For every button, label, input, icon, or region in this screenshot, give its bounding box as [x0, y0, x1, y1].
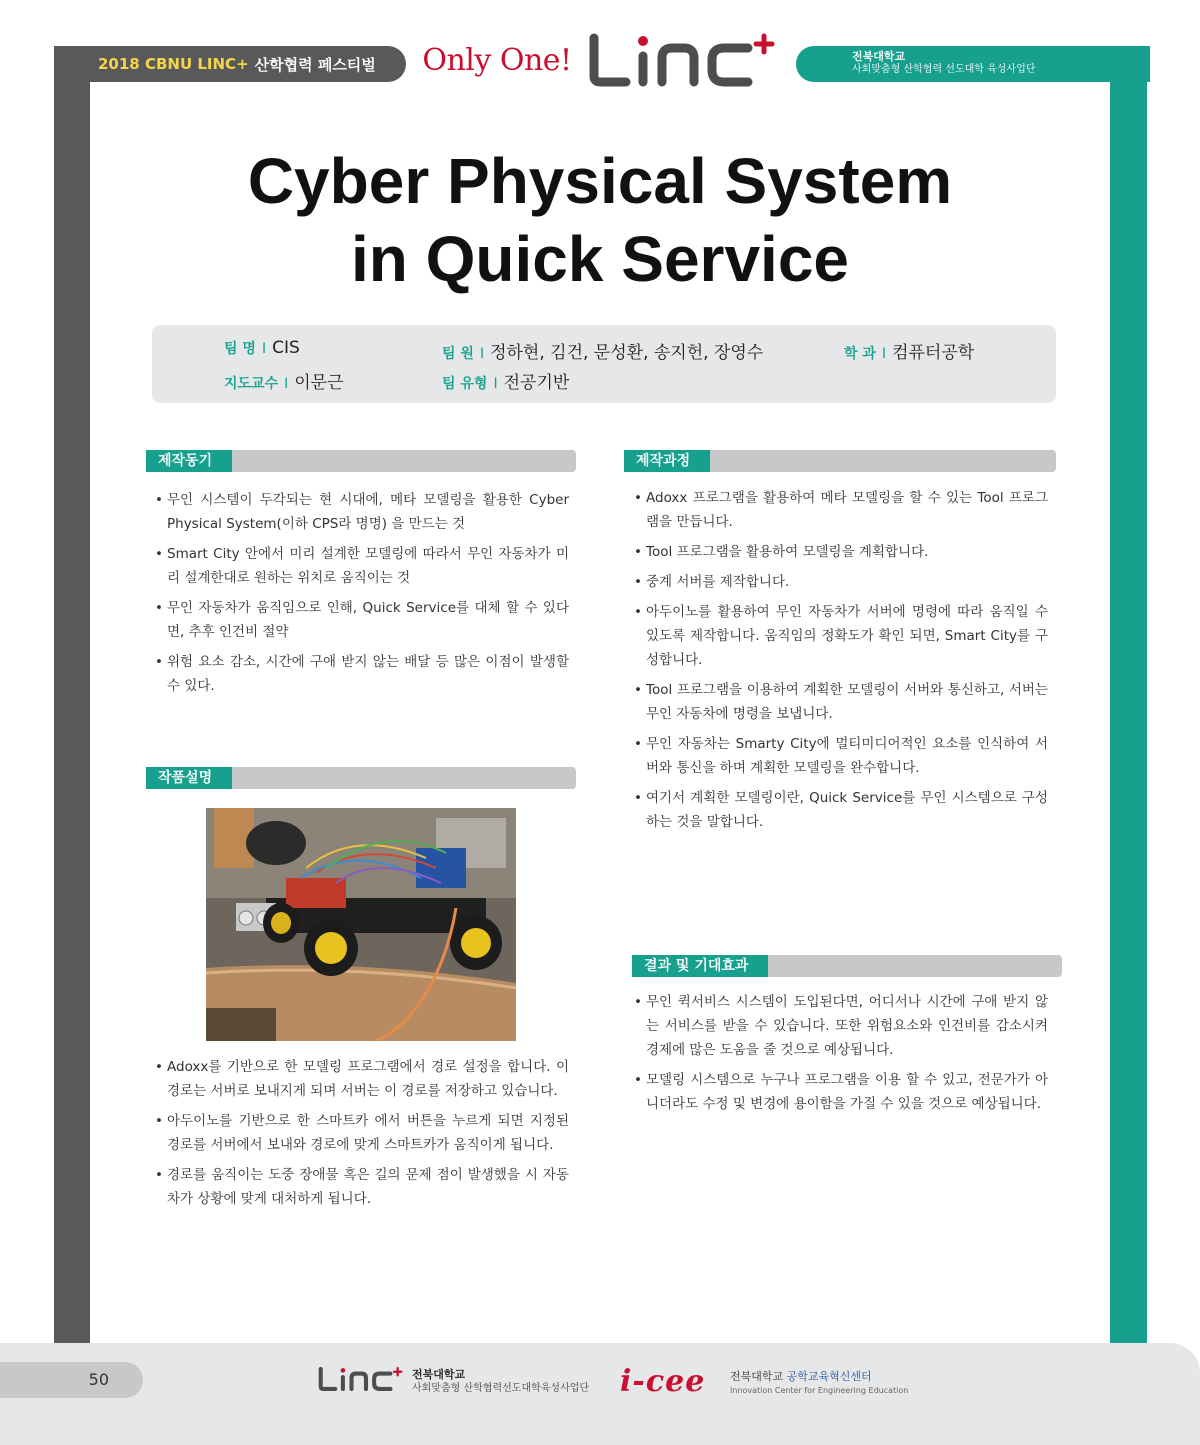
section-title: 제작과정	[624, 450, 710, 472]
section-title: 제작동기	[146, 450, 232, 472]
list-item: • 무인 자동차는 Smarty City에 멀티미디어적인 요소를 인식하여 서버와 통신을 하며 계획한 모델링을 완수합니다.	[634, 732, 1048, 780]
list-item: • Smart City 안에서 미리 설계한 모델링에 따라서 무인 자동차가 미리 설계한대로 원하는 위치로 움직이는 것	[155, 542, 569, 590]
footer-icee-en: Innovation Center for Engineering Education	[730, 1386, 909, 1395]
motivation-list	[155, 488, 569, 704]
team-name-row	[224, 338, 300, 358]
process-list	[634, 486, 1048, 840]
advisor-label: 지도교수	[224, 376, 279, 392]
list-item: • 무인 자동차가 움직임으로 인해, Quick Service를 대체 할 수 있다면, 추후 인건비 절약	[155, 596, 569, 644]
team-members-row	[442, 338, 763, 363]
footer-linc-univ: 전북대학교	[412, 1368, 466, 1381]
team-info-box	[152, 325, 1056, 403]
frame-right-bar	[1110, 48, 1147, 1348]
team-type: 전공기반	[503, 373, 570, 393]
list-item: • 아두이노를 기반으로 한 스마트카 에서 버튼을 누르게 되면 지정된 경로를 서버에서 보내와 경로에 맞게 스마트카가 움직이게 됩니다.	[155, 1109, 569, 1157]
icee-logo: i-cee	[620, 1364, 706, 1399]
university-name: 전북대학교	[852, 50, 906, 63]
page-number: 50	[0, 1362, 143, 1398]
section-header-motivation	[146, 450, 576, 472]
members-label: 팀 원	[442, 346, 474, 362]
section-title: 결과 및 기대효과	[632, 955, 768, 977]
list-item: • Adoxx 프로그램을 활용하여 메타 모델링을 할 수 있는 Tool 프로그램을 만듭니다.	[634, 486, 1048, 534]
page-footer	[0, 1343, 1200, 1445]
section-header-results	[632, 955, 1062, 977]
department: 컴퓨터공학	[892, 343, 975, 363]
team-name-label: 팀 명	[224, 341, 256, 357]
list-item: • 무인 퀵서비스 시스템이 도입된다면, 어디서나 시간에 구애 받지 않는 서비스를 받을 수 있습니다. 또한 위험요소와 인건비를 감소시켜 경제에 많은 도움을 줄 것으로 예상됩니다.	[634, 990, 1048, 1062]
section-title: 작품설명	[146, 767, 232, 789]
list-item: • 모델링 시스템으로 누구나 프로그램을 이용 할 수 있고, 전문가가 아니더라도 수정 및 변경에 용이함을 가질 수 있을 것으로 예상됩니다.	[634, 1068, 1048, 1116]
list-item: • 위험 요소 감소, 시간에 구애 받지 않는 배달 등 많은 이점이 발생할 수 있다.	[155, 650, 569, 698]
footer-linc-logo	[318, 1366, 404, 1392]
page-title	[90, 142, 1110, 298]
separator: I	[261, 341, 267, 357]
team-type-row	[442, 368, 569, 393]
linc-plus-logo	[588, 32, 778, 88]
smart-car-photo	[206, 808, 516, 1041]
university-banner	[796, 46, 1150, 82]
title-line-2: in Quick Service	[350, 223, 850, 295]
slogan: Only One!	[422, 42, 572, 78]
festival-banner	[54, 46, 406, 82]
title-line-1: Cyber Physical System	[247, 145, 953, 217]
festival-name: 산학협력 페스티벌	[254, 55, 376, 74]
list-item: • Tool 프로그램을 이용하여 계획한 모델링이 서버와 통신하고, 서버는 무인 자동차에 명령을 보냅니다.	[634, 678, 1048, 726]
separator: I	[881, 346, 887, 362]
separator: I	[479, 346, 485, 362]
list-item: • 경로를 움직이는 도중 장애물 혹은 길의 문제 점이 발생했을 시 자동차가 상황에 맞게 대처하게 됩니다.	[155, 1163, 569, 1211]
advisor: 이문근	[294, 373, 344, 393]
list-item: • 무인 시스템이 두각되는 현 시대에, 메타 모델링을 활용한 Cyber Physical System(이하 CPS라 명명) 을 만드는 것	[155, 488, 569, 536]
list-item: • Adoxx를 기반으로 한 모델링 프로그램에서 경로 설정을 합니다. 이 경로는 서버로 보내지게 되며 서버는 이 경로를 저장하고 있습니다.	[155, 1055, 569, 1103]
department-row	[844, 338, 974, 363]
members: 정하현, 김건, 문성환, 송지헌, 장영수	[490, 343, 764, 363]
section-header-description	[146, 767, 576, 789]
footer-icee-univ: 전북대학교	[730, 1370, 784, 1383]
team-name: CIS	[272, 338, 300, 358]
results-list	[634, 990, 1048, 1122]
description-list	[155, 1055, 569, 1217]
footer-linc-program: 사회맞춤형 산학협력선도대학육성사업단	[412, 1383, 590, 1394]
festival-year: 2018 CBNU LINC+	[98, 55, 249, 73]
list-item: • Tool 프로그램을 활용하여 모델링을 계획합니다.	[634, 540, 1048, 564]
footer-icee-center: 공학교육혁신센터	[786, 1370, 872, 1383]
list-item: • 아두이노를 활용하여 무인 자동차가 서버에 명령에 따라 움직일 수 있도록 제작합니다. 움직임의 정확도가 확인 되면, Smart City를 구성합니다.	[634, 600, 1048, 672]
header-logo-area	[410, 28, 790, 92]
list-item: • 여기서 계획한 모델링이란, Quick Service를 무인 시스템으로 구성하는 것을 말합니다.	[634, 786, 1048, 834]
frame-left-bar	[54, 48, 90, 1348]
footer-icee-text	[730, 1370, 908, 1397]
section-header-process	[624, 450, 1056, 472]
team-type-label: 팀 유형	[442, 376, 488, 392]
advisor-row	[224, 368, 344, 393]
university-program: 사회맞춤형 산학협력 선도대학 육성사업단	[852, 64, 1036, 75]
department-label: 학 과	[844, 346, 876, 362]
separator: I	[284, 376, 289, 392]
separator: I	[493, 376, 498, 392]
footer-linc-text	[412, 1368, 589, 1395]
list-item: • 중계 서버를 제작합니다.	[634, 570, 1048, 594]
